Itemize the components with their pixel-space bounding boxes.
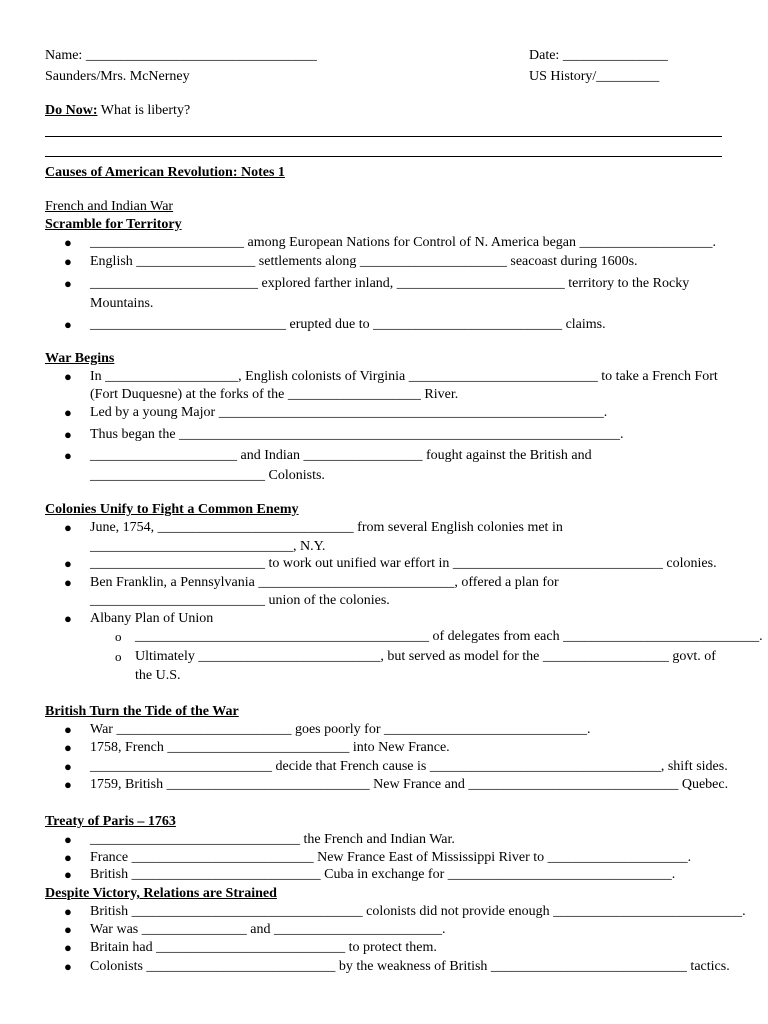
bullet-icon: ● bbox=[64, 722, 72, 737]
list-item-continued: _____________________________, N.Y. bbox=[90, 539, 326, 554]
topic-title: French and Indian War bbox=[45, 199, 174, 214]
bullet-icon: ● bbox=[64, 520, 72, 535]
bullet-icon: ● bbox=[64, 575, 72, 590]
section-heading: Scramble for Territory bbox=[45, 217, 182, 232]
bullet-icon: ● bbox=[64, 740, 72, 755]
list-item: War was _______________ and ________________________. bbox=[90, 922, 446, 937]
list-item: 1758, French __________________________ into New France. bbox=[90, 740, 450, 755]
bullet-icon: ● bbox=[64, 405, 72, 420]
section-heading: British Turn the Tide of the War bbox=[45, 704, 239, 719]
list-item: Britain had ___________________________ to protect them. bbox=[90, 940, 437, 955]
list-item: Albany Plan of Union bbox=[90, 611, 214, 626]
section-heading: Colonies Unify to Fight a Common Enemy bbox=[45, 502, 299, 517]
bullet-icon: ● bbox=[64, 317, 72, 332]
bullet-icon: ● bbox=[64, 959, 72, 974]
list-item: Led by a young Major _______________________________________________________. bbox=[90, 405, 608, 420]
list-item-continued: (Fort Duquesne) at the forks of the ___________________ River. bbox=[90, 387, 459, 402]
bullet-icon: ● bbox=[64, 369, 72, 384]
list-item: ________________________ explored farther inland, ________________________ territory to the Rocky bbox=[90, 276, 690, 291]
name-line: Name: _________________________________ bbox=[45, 48, 317, 63]
list-item: War _________________________ goes poorly for _____________________________. bbox=[90, 722, 591, 737]
list-item-continued: _________________________ union of the colonies. bbox=[90, 593, 390, 608]
bullet-icon: ● bbox=[64, 276, 72, 291]
list-item: ______________________ among European Nations for Control of N. America began ___________________. bbox=[90, 235, 717, 250]
bullet-icon: ● bbox=[64, 904, 72, 919]
bullet-icon: ● bbox=[64, 940, 72, 955]
list-item: ____________________________ erupted due to ___________________________ claims. bbox=[90, 317, 606, 332]
do-now-question: What is liberty? bbox=[97, 103, 191, 118]
bullet-icon: ● bbox=[64, 777, 72, 792]
bullet-icon: ● bbox=[64, 611, 72, 626]
bullet-icon: ● bbox=[64, 922, 72, 937]
list-item: __________________________ decide that French cause is _________________________________, shift sides. bbox=[90, 759, 728, 774]
do-now bbox=[45, 103, 190, 119]
sub-bullet-icon: o bbox=[115, 649, 122, 664]
list-item-continued: _________________________ Colonists. bbox=[90, 468, 325, 483]
list-item: June, 1754, ____________________________ from several English colonies met in bbox=[90, 520, 563, 535]
list-item: 1759, British _____________________________ New France and ______________________________ Quebec. bbox=[90, 777, 729, 792]
bullet-icon: ● bbox=[64, 759, 72, 774]
section-heading: Treaty of Paris – 1763 bbox=[45, 814, 176, 829]
date-line: Date: _______________ bbox=[529, 48, 668, 63]
do-now-label: Do Now: bbox=[45, 103, 98, 118]
answer-line-1 bbox=[45, 136, 722, 137]
list-item: France __________________________ New France East of Mississippi River to ____________________. bbox=[90, 850, 692, 865]
list-item: English _________________ settlements along _____________________ seacoast during 1600s. bbox=[90, 254, 638, 269]
section-heading: Despite Victory, Relations are Strained bbox=[45, 886, 277, 901]
bullet-icon: ● bbox=[64, 254, 72, 269]
page-title: Causes of American Revolution: Notes 1 bbox=[45, 165, 285, 180]
list-item: _____________________ and Indian _________________ fought against the British and bbox=[90, 448, 592, 463]
section-heading: War Begins bbox=[45, 351, 115, 366]
list-item: ______________________________ the French and Indian War. bbox=[90, 832, 455, 847]
list-item-continued: Mountains. bbox=[90, 296, 154, 311]
list-item: Ben Franklin, a Pennsylvania ____________________________, offered a plan for bbox=[90, 575, 559, 590]
list-item: British _________________________________ colonists did not provide enough ___________________________. bbox=[90, 904, 746, 919]
bullet-icon: ● bbox=[64, 850, 72, 865]
sub-list-item: Ultimately __________________________, but served as model for the __________________ govt. of bbox=[135, 649, 716, 664]
sub-list-item-continued: the U.S. bbox=[135, 668, 181, 683]
bullet-icon: ● bbox=[64, 235, 72, 250]
list-item: _________________________ to work out unified war effort in ______________________________ colonies. bbox=[90, 556, 717, 571]
teacher-line: Saunders/Mrs. McNerney bbox=[45, 69, 190, 84]
bullet-icon: ● bbox=[64, 832, 72, 847]
list-item: Colonists ___________________________ by the weakness of British ____________________________ tactics. bbox=[90, 959, 730, 974]
sub-list-item: __________________________________________ of delegates from each ____________________________. bbox=[135, 629, 763, 644]
sub-bullet-icon: o bbox=[115, 629, 122, 644]
bullet-icon: ● bbox=[64, 448, 72, 463]
bullet-icon: ● bbox=[64, 427, 72, 442]
list-item: British ___________________________ Cuba in exchange for ________________________________. bbox=[90, 867, 676, 882]
course-line: US History/_________ bbox=[529, 69, 660, 84]
bullet-icon: ● bbox=[64, 867, 72, 882]
list-item: Thus began the _______________________________________________________________. bbox=[90, 427, 624, 442]
list-item: In ___________________, English colonists of Virginia ___________________________ to take a French Fort bbox=[90, 369, 718, 384]
answer-line-2 bbox=[45, 156, 722, 157]
bullet-icon: ● bbox=[64, 556, 72, 571]
